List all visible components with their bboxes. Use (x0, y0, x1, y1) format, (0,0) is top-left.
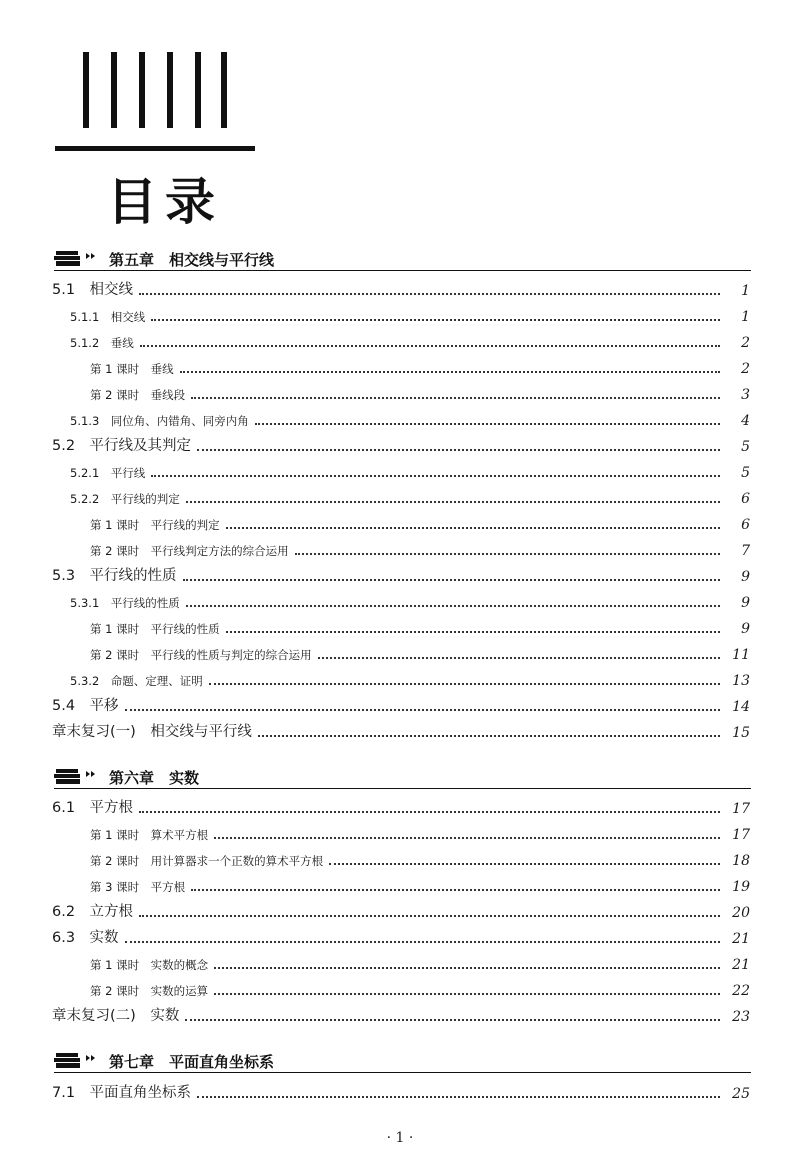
entry-label: 章末复习(二) 实数 (52, 1008, 180, 1024)
dot-leader (214, 967, 720, 969)
chapter-6-heading (54, 766, 751, 789)
dot-leader (186, 605, 720, 607)
entry-label: 7.1 平面直角坐标系 (52, 1085, 192, 1101)
page-number: 23 (732, 1009, 750, 1025)
dot-leader (226, 631, 720, 633)
bar-2 (111, 52, 117, 128)
chapter-title: 第六章 实数 (109, 769, 200, 787)
page-number: 18 (732, 853, 750, 869)
page-number: 2 (741, 335, 750, 351)
dot-leader (197, 449, 720, 451)
toc-entry[interactable] (52, 281, 750, 299)
dot-leader (183, 579, 720, 581)
dot-leader (140, 345, 720, 347)
entry-label: 第 1 课时 垂线 (90, 362, 174, 376)
page-number: 1 (741, 309, 750, 325)
entry-label: 5.2.1 平行线 (70, 466, 146, 480)
toc-entry[interactable] (90, 619, 750, 637)
dot-leader (214, 837, 720, 839)
dot-leader (329, 863, 720, 865)
bar-3 (139, 52, 145, 128)
page-number: 7 (741, 543, 750, 559)
toc-entry[interactable] (70, 411, 750, 429)
toc-entry[interactable] (90, 877, 750, 895)
page-number: 9 (741, 621, 750, 637)
dot-leader (258, 735, 720, 737)
toc-entry[interactable] (90, 851, 750, 869)
page-number: 6 (741, 517, 750, 533)
dot-leader (139, 293, 720, 295)
entry-label: 5.2.2 平行线的判定 (70, 492, 180, 506)
page-number: 13 (732, 673, 750, 689)
toc-entry[interactable] (52, 1084, 750, 1102)
entry-label: 第 2 课时 平行线判定方法的综合运用 (90, 544, 289, 558)
toc-entry[interactable] (90, 825, 750, 843)
entry-label: 5.3.2 命题、定理、证明 (70, 674, 203, 688)
toc-entry[interactable] (70, 307, 750, 325)
toc-entry[interactable] (52, 1007, 750, 1025)
page-number: 25 (732, 1086, 750, 1102)
toc-entry[interactable] (90, 645, 750, 663)
toc-entry[interactable] (90, 541, 750, 559)
dot-leader (139, 915, 720, 917)
chapter-5-heading (54, 248, 751, 271)
page-number: 2 (741, 361, 750, 377)
page-number: 3 (741, 387, 750, 403)
page-number: 19 (732, 879, 750, 895)
page-number: 21 (732, 957, 750, 973)
dot-leader (186, 501, 720, 503)
dot-leader (191, 397, 720, 399)
page-number: 9 (741, 595, 750, 611)
page-number: 6 (741, 491, 750, 507)
entry-label: 第 1 课时 算术平方根 (90, 828, 209, 842)
page-number: 22 (732, 983, 750, 999)
page-number: 4 (741, 413, 750, 429)
toc-entry[interactable] (70, 489, 750, 507)
page-number: 5 (741, 465, 750, 481)
dot-leader (139, 811, 720, 813)
dot-leader (185, 1019, 720, 1021)
entry-label: 第 3 课时 平方根 (90, 880, 186, 894)
entry-label: 6.3 实数 (52, 930, 119, 946)
page-number: 21 (732, 931, 750, 947)
toc-entry[interactable] (70, 671, 750, 689)
entry-label: 第 1 课时 实数的概念 (90, 958, 209, 972)
dot-leader (197, 1096, 720, 1098)
book-stack-icon (54, 248, 102, 268)
chapter-7-heading (54, 1050, 751, 1073)
page-number: 9 (741, 569, 750, 585)
dot-leader (191, 889, 720, 891)
toc-entry[interactable] (52, 929, 750, 947)
entry-label: 第 2 课时 实数的运算 (90, 984, 209, 998)
entry-label: 6.2 立方根 (52, 904, 134, 920)
page-number: 5 (741, 439, 750, 455)
entry-label: 第 1 课时 平行线的性质 (90, 622, 220, 636)
dot-leader (226, 527, 720, 529)
entry-label: 第 1 课时 平行线的判定 (90, 518, 220, 532)
page-number: 1 (741, 283, 750, 299)
entry-label: 5.2 平行线及其判定 (52, 438, 192, 454)
entry-label: 5.1 相交线 (52, 282, 134, 298)
entry-label: 第 2 课时 用计算器求一个正数的算术平方根 (90, 854, 324, 868)
page-number: 17 (732, 827, 750, 843)
entry-label: 5.3.1 平行线的性质 (70, 596, 180, 610)
bar-4 (167, 52, 173, 128)
page-number: 20 (732, 905, 750, 921)
dot-leader (295, 553, 720, 555)
toc-entry[interactable] (90, 385, 750, 403)
entry-label: 5.3 平行线的性质 (52, 568, 177, 584)
page-number: 11 (732, 647, 750, 663)
dot-leader (255, 423, 720, 425)
dot-leader (125, 709, 720, 711)
toc-entry[interactable] (52, 437, 750, 455)
entry-label: 章末复习(一) 相交线与平行线 (52, 724, 252, 740)
page-footer-number: · 1 · (386, 1130, 414, 1146)
toc-entry[interactable] (70, 333, 750, 351)
entry-label: 第 2 课时 平行线的性质与判定的综合运用 (90, 648, 312, 662)
toc-entry[interactable] (90, 955, 750, 973)
toc-entry[interactable] (52, 723, 750, 741)
header-rule (55, 146, 255, 151)
chapter-title: 第五章 相交线与平行线 (109, 251, 275, 269)
dot-leader (318, 657, 720, 659)
decorative-bars (83, 52, 233, 132)
toc-entry[interactable] (70, 593, 750, 611)
bar-6 (221, 52, 227, 128)
dot-leader (180, 371, 720, 373)
dot-leader (151, 319, 720, 321)
toc-entry[interactable] (52, 903, 750, 921)
entry-label: 第 2 课时 垂线段 (90, 388, 186, 402)
book-stack-icon (54, 1050, 102, 1070)
dot-leader (125, 941, 720, 943)
entry-label: 5.1.3 同位角、内错角、同旁内角 (70, 414, 249, 428)
entry-label: 5.4 平移 (52, 698, 119, 714)
page-number: 17 (732, 801, 750, 817)
bar-5 (195, 52, 201, 128)
book-stack-icon (54, 766, 102, 786)
dot-leader (151, 475, 720, 477)
toc-entry[interactable] (70, 463, 750, 481)
page-number: 15 (732, 725, 750, 741)
toc-entry[interactable] (52, 799, 750, 817)
toc-entry[interactable] (90, 981, 750, 999)
toc-entry[interactable] (90, 515, 750, 533)
entry-label: 5.1.2 垂线 (70, 336, 134, 350)
toc-entry[interactable] (52, 567, 750, 585)
entry-label: 6.1 平方根 (52, 800, 134, 816)
entry-label: 5.1.1 相交线 (70, 310, 146, 324)
dot-leader (209, 683, 720, 685)
page-title: 目录 (107, 172, 223, 231)
toc-entry[interactable] (90, 359, 750, 377)
chapter-title: 第七章 平面直角坐标系 (109, 1053, 275, 1071)
dot-leader (214, 993, 720, 995)
bar-1 (83, 52, 89, 128)
page-number: 14 (732, 699, 750, 715)
toc-entry[interactable] (52, 697, 750, 715)
